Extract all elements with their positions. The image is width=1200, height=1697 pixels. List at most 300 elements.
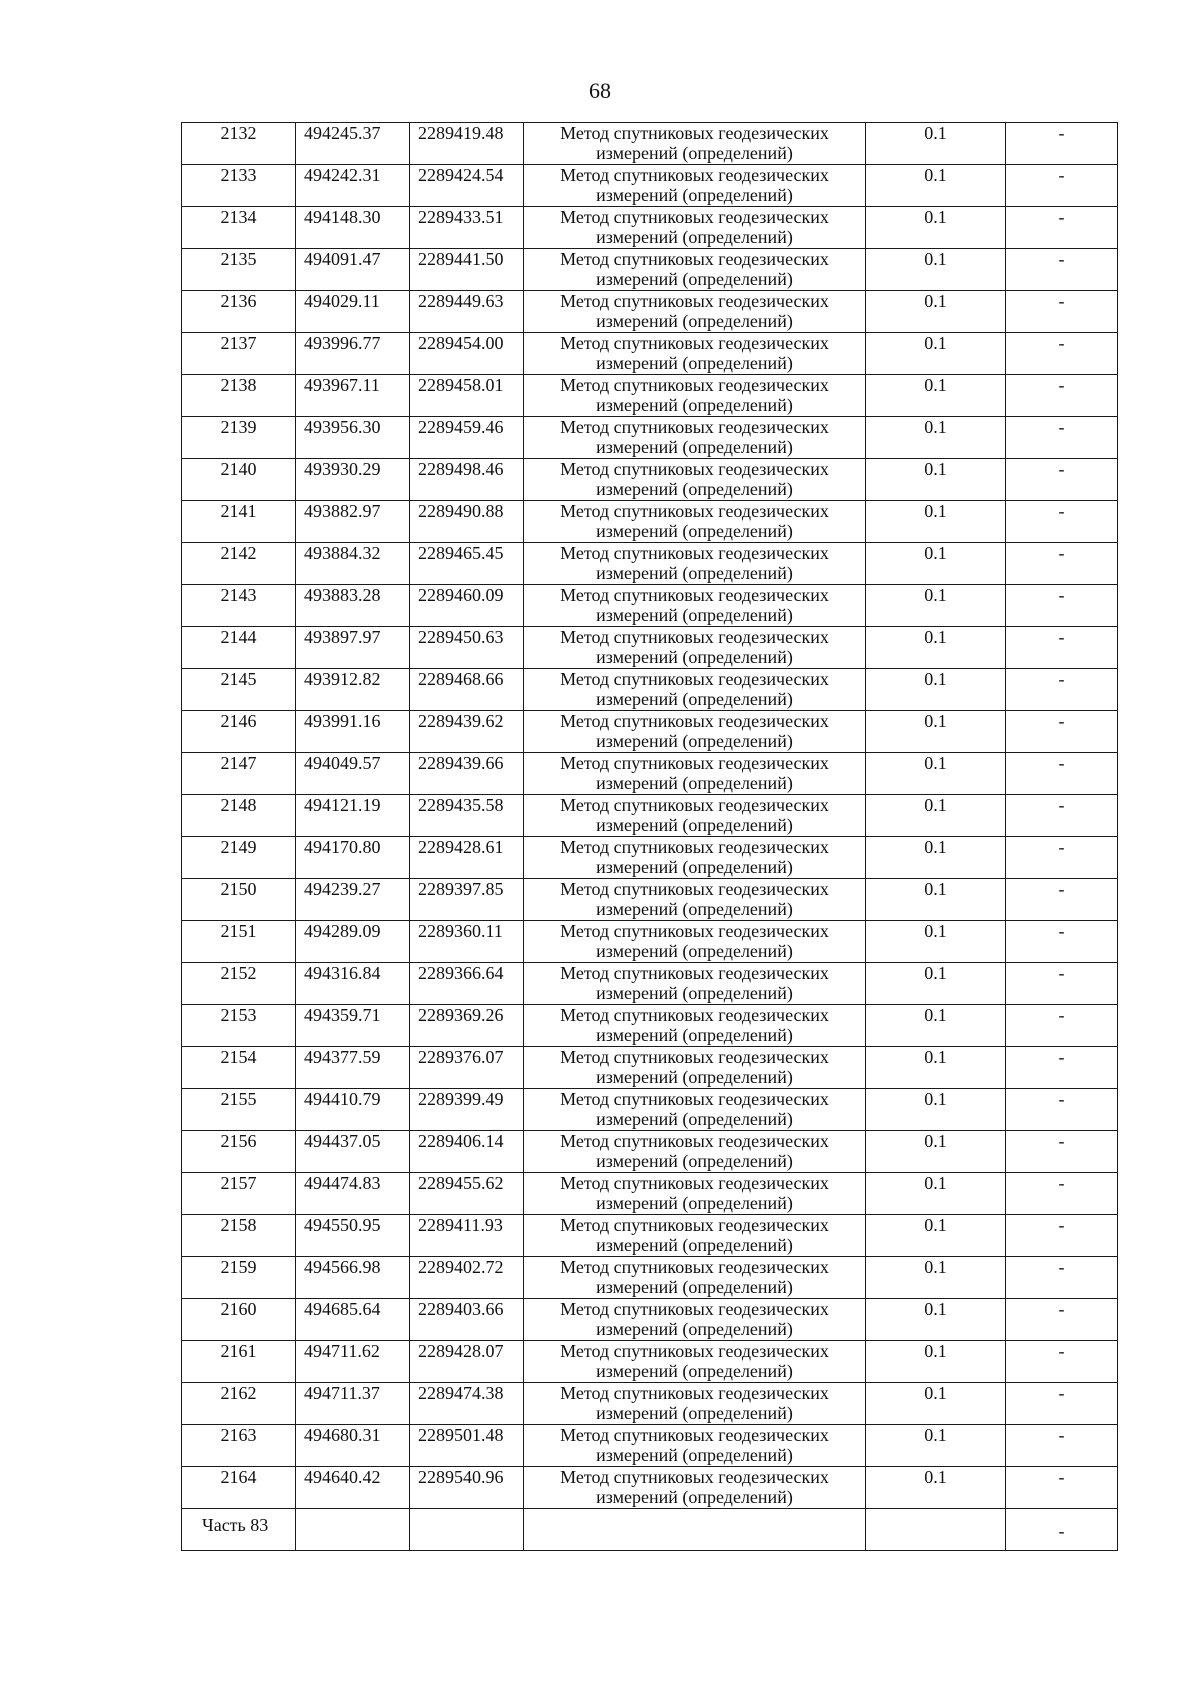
method-line-2: измерений (определений) xyxy=(596,353,793,373)
coordinate-x: 494711.37 xyxy=(296,1383,410,1425)
point-number: 2161 xyxy=(182,1341,296,1383)
accuracy-value: 0.1 xyxy=(866,921,1006,963)
method-line-1: Метод спутниковых геодезических xyxy=(560,543,829,563)
method-line-2: измерений (определений) xyxy=(596,647,793,667)
coordinate-y: 2289433.51 xyxy=(410,207,524,249)
method-cell xyxy=(524,1383,866,1425)
accuracy-value: 0.1 xyxy=(866,333,1006,375)
coordinate-x: 493930.29 xyxy=(296,459,410,501)
method-line-1: Метод спутниковых геодезических xyxy=(560,921,829,941)
method-line-2: измерений (определений) xyxy=(596,1151,793,1171)
coordinate-y: 2289419.48 xyxy=(410,123,524,165)
table-row xyxy=(182,837,1118,879)
method-line-1: Метод спутниковых геодезических xyxy=(560,837,829,857)
accuracy-value: 0.1 xyxy=(866,1131,1006,1173)
coordinate-x: 494148.30 xyxy=(296,207,410,249)
point-number: 2137 xyxy=(182,333,296,375)
description-dash: - xyxy=(1006,669,1118,711)
point-number: 2163 xyxy=(182,1425,296,1467)
description-dash: - xyxy=(1006,711,1118,753)
method-line-1: Метод спутниковых геодезических xyxy=(560,165,829,185)
description-dash: - xyxy=(1006,963,1118,1005)
method-line-2: измерений (определений) xyxy=(596,479,793,499)
point-number: 2157 xyxy=(182,1173,296,1215)
coordinate-y: 2289465.45 xyxy=(410,543,524,585)
description-dash: - xyxy=(1006,417,1118,459)
coordinate-y: 2289439.62 xyxy=(410,711,524,753)
table-row xyxy=(182,375,1118,417)
accuracy-value: 0.1 xyxy=(866,711,1006,753)
method-line-2: измерений (определений) xyxy=(596,857,793,877)
table-row xyxy=(182,1173,1118,1215)
coordinate-y: 2289459.46 xyxy=(410,417,524,459)
method-cell xyxy=(524,669,866,711)
coordinate-y: 2289460.09 xyxy=(410,585,524,627)
method-line-1: Метод спутниковых геодезических xyxy=(560,795,829,815)
method-line-2: измерений (определений) xyxy=(596,1235,793,1255)
method-line-2: измерений (определений) xyxy=(596,143,793,163)
description-dash: - xyxy=(1006,1047,1118,1089)
method-line-2: измерений (определений) xyxy=(596,1403,793,1423)
coordinate-y: 2289455.62 xyxy=(410,1173,524,1215)
coordinate-x: 494359.71 xyxy=(296,1005,410,1047)
point-number: 2156 xyxy=(182,1131,296,1173)
page-number: 68 xyxy=(589,78,611,103)
method-cell xyxy=(524,1215,866,1257)
method-line-2: измерений (определений) xyxy=(596,1487,793,1507)
method-cell xyxy=(524,333,866,375)
point-number: 2132 xyxy=(182,123,296,165)
method-line-2: измерений (определений) xyxy=(596,395,793,415)
table-row xyxy=(182,753,1118,795)
method-cell xyxy=(524,417,866,459)
accuracy-value: 0.1 xyxy=(866,543,1006,585)
coordinate-y: 2289439.66 xyxy=(410,753,524,795)
method-line-2: измерений (определений) xyxy=(596,731,793,751)
method-line-1: Метод спутниковых геодезических xyxy=(560,1257,829,1277)
table-row xyxy=(182,1215,1118,1257)
coordinate-x: 494685.64 xyxy=(296,1299,410,1341)
description-dash: - xyxy=(1006,459,1118,501)
coordinate-x: 494245.37 xyxy=(296,123,410,165)
table-row xyxy=(182,795,1118,837)
method-cell xyxy=(524,1089,866,1131)
method-line-2: измерений (определений) xyxy=(596,269,793,289)
accuracy-value: 0.1 xyxy=(866,669,1006,711)
description-dash: - xyxy=(1006,1383,1118,1425)
method-line-2: измерений (определений) xyxy=(596,1193,793,1213)
description-dash: - xyxy=(1006,921,1118,963)
description-dash: - xyxy=(1006,291,1118,333)
point-number: 2133 xyxy=(182,165,296,207)
accuracy-value: 0.1 xyxy=(866,1215,1006,1257)
method-cell xyxy=(524,585,866,627)
method-line-2: измерений (определений) xyxy=(596,311,793,331)
coordinate-y: 2289424.54 xyxy=(410,165,524,207)
coordinate-x: 494410.79 xyxy=(296,1089,410,1131)
method-line-2: измерений (определений) xyxy=(596,1277,793,1297)
description-dash: - xyxy=(1006,1467,1118,1509)
method-line-1: Метод спутниковых геодезических xyxy=(560,627,829,647)
method-cell xyxy=(524,291,866,333)
method-cell xyxy=(524,207,866,249)
method-line-1: Метод спутниковых геодезических xyxy=(560,1299,829,1319)
coordinate-y: 2289501.48 xyxy=(410,1425,524,1467)
method-line-1: Метод спутниковых геодезических xyxy=(560,291,829,311)
coordinate-y: 2289406.14 xyxy=(410,1131,524,1173)
coordinate-x: 493991.16 xyxy=(296,711,410,753)
coordinate-y: 2289360.11 xyxy=(410,921,524,963)
method-line-2: измерений (определений) xyxy=(596,1109,793,1129)
method-line-1: Метод спутниковых геодезических xyxy=(560,1341,829,1361)
accuracy-value: 0.1 xyxy=(866,837,1006,879)
method-line-1: Метод спутниковых геодезических xyxy=(560,585,829,605)
method-line-1: Метод спутниковых геодезических xyxy=(560,753,829,773)
method-cell xyxy=(524,375,866,417)
point-number: 2135 xyxy=(182,249,296,291)
method-line-1: Метод спутниковых геодезических xyxy=(560,1005,829,1025)
method-line-1: Метод спутниковых геодезических xyxy=(560,501,829,521)
coordinate-y: 2289376.07 xyxy=(410,1047,524,1089)
table-row xyxy=(182,1383,1118,1425)
coordinate-y: 2289428.07 xyxy=(410,1341,524,1383)
coordinate-y: 2289441.50 xyxy=(410,249,524,291)
coordinate-x: 494170.80 xyxy=(296,837,410,879)
table-row xyxy=(182,1425,1118,1467)
description-dash: - xyxy=(1006,543,1118,585)
coordinate-x: 494566.98 xyxy=(296,1257,410,1299)
coordinate-x: 493912.82 xyxy=(296,669,410,711)
method-cell xyxy=(524,711,866,753)
table-row xyxy=(182,1005,1118,1047)
description-dash: - xyxy=(1006,837,1118,879)
method-cell xyxy=(524,123,866,165)
method-line-1: Метод спутниковых геодезических xyxy=(560,333,829,353)
method-cell xyxy=(524,921,866,963)
accuracy-value: 0.1 xyxy=(866,1299,1006,1341)
accuracy-value: 0.1 xyxy=(866,1257,1006,1299)
table-row xyxy=(182,1131,1118,1173)
coordinates-table xyxy=(181,122,1118,1551)
method-line-2: измерений (определений) xyxy=(596,983,793,1003)
table-row xyxy=(182,1467,1118,1509)
description-dash: - xyxy=(1006,879,1118,921)
point-number: 2154 xyxy=(182,1047,296,1089)
table-row xyxy=(182,711,1118,753)
point-number: 2162 xyxy=(182,1383,296,1425)
method-cell xyxy=(524,1173,866,1215)
point-number: 2139 xyxy=(182,417,296,459)
method-line-1: Метод спутниковых геодезических xyxy=(560,249,829,269)
description-dash: - xyxy=(1006,1005,1118,1047)
accuracy-value: 0.1 xyxy=(866,165,1006,207)
method-cell xyxy=(524,879,866,921)
description-dash: - xyxy=(1006,501,1118,543)
table-row xyxy=(182,1257,1118,1299)
accuracy-value: 0.1 xyxy=(866,207,1006,249)
method-line-1: Метод спутниковых геодезических xyxy=(560,963,829,983)
table-row xyxy=(182,543,1118,585)
accuracy-value: 0.1 xyxy=(866,1383,1006,1425)
method-cell xyxy=(524,1131,866,1173)
method-line-2: измерений (определений) xyxy=(596,773,793,793)
point-number: 2145 xyxy=(182,669,296,711)
coordinate-x: 494289.09 xyxy=(296,921,410,963)
method-line-2: измерений (определений) xyxy=(596,227,793,247)
method-cell xyxy=(524,543,866,585)
method-line-1: Метод спутниковых геодезических xyxy=(560,711,829,731)
method-cell xyxy=(524,837,866,879)
coordinate-y: 2289540.96 xyxy=(410,1467,524,1509)
accuracy-value: 0.1 xyxy=(866,1089,1006,1131)
method-cell xyxy=(524,1005,866,1047)
accuracy-value: 0.1 xyxy=(866,627,1006,669)
method-line-2: измерений (определений) xyxy=(596,437,793,457)
coordinate-y: 2289366.64 xyxy=(410,963,524,1005)
table-row xyxy=(182,1047,1118,1089)
method-line-1: Метод спутниковых геодезических xyxy=(560,1047,829,1067)
method-cell xyxy=(524,501,866,543)
point-number: 2155 xyxy=(182,1089,296,1131)
empty-cell xyxy=(524,1509,866,1551)
method-line-2: измерений (определений) xyxy=(596,563,793,583)
description-dash: - xyxy=(1006,1341,1118,1383)
method-cell xyxy=(524,459,866,501)
coordinate-y: 2289435.58 xyxy=(410,795,524,837)
empty-cell xyxy=(866,1509,1006,1551)
coordinate-x: 494091.47 xyxy=(296,249,410,291)
empty-cell xyxy=(296,1509,410,1551)
coordinate-y: 2289411.93 xyxy=(410,1215,524,1257)
coordinate-y: 2289454.00 xyxy=(410,333,524,375)
method-line-1: Метод спутниковых геодезических xyxy=(560,1425,829,1445)
point-number: 2159 xyxy=(182,1257,296,1299)
accuracy-value: 0.1 xyxy=(866,753,1006,795)
method-line-2: измерений (определений) xyxy=(596,1445,793,1465)
point-number: 2164 xyxy=(182,1467,296,1509)
coordinate-y: 2289458.01 xyxy=(410,375,524,417)
method-line-2: измерений (определений) xyxy=(596,1025,793,1045)
method-line-1: Метод спутниковых геодезических xyxy=(560,1467,829,1487)
method-cell xyxy=(524,1341,866,1383)
method-line-1: Метод спутниковых геодезических xyxy=(560,375,829,395)
description-dash: - xyxy=(1006,375,1118,417)
description-dash: - xyxy=(1006,627,1118,669)
coordinate-x: 494711.62 xyxy=(296,1341,410,1383)
description-dash: - xyxy=(1006,1299,1118,1341)
method-line-1: Метод спутниковых геодезических xyxy=(560,459,829,479)
point-number: 2147 xyxy=(182,753,296,795)
coordinate-x: 494474.83 xyxy=(296,1173,410,1215)
method-cell xyxy=(524,249,866,291)
method-cell xyxy=(524,1047,866,1089)
coordinate-y: 2289428.61 xyxy=(410,837,524,879)
coordinate-x: 494680.31 xyxy=(296,1425,410,1467)
method-cell xyxy=(524,795,866,837)
coordinate-y: 2289490.88 xyxy=(410,501,524,543)
point-number: 2153 xyxy=(182,1005,296,1047)
method-cell xyxy=(524,963,866,1005)
accuracy-value: 0.1 xyxy=(866,795,1006,837)
point-number: 2149 xyxy=(182,837,296,879)
table-row xyxy=(182,1299,1118,1341)
coordinate-x: 494550.95 xyxy=(296,1215,410,1257)
accuracy-value: 0.1 xyxy=(866,585,1006,627)
coordinate-x: 494121.19 xyxy=(296,795,410,837)
table-row xyxy=(182,879,1118,921)
table-row xyxy=(182,501,1118,543)
table-row xyxy=(182,669,1118,711)
description-dash: - xyxy=(1006,207,1118,249)
table-row xyxy=(182,459,1118,501)
coordinate-y: 2289498.46 xyxy=(410,459,524,501)
method-cell xyxy=(524,1257,866,1299)
method-line-1: Метод спутниковых геодезических xyxy=(560,1089,829,1109)
method-line-1: Метод спутниковых геодезических xyxy=(560,123,829,143)
coordinate-x: 494029.11 xyxy=(296,291,410,333)
coordinate-x: 493883.28 xyxy=(296,585,410,627)
accuracy-value: 0.1 xyxy=(866,879,1006,921)
accuracy-value: 0.1 xyxy=(866,1005,1006,1047)
method-line-1: Метод спутниковых геодезических xyxy=(560,879,829,899)
coordinate-x: 493967.11 xyxy=(296,375,410,417)
point-number: 2138 xyxy=(182,375,296,417)
coordinates-table-body xyxy=(182,123,1118,1509)
method-line-1: Метод спутниковых геодезических xyxy=(560,1131,829,1151)
point-number: 2158 xyxy=(182,1215,296,1257)
accuracy-value: 0.1 xyxy=(866,1467,1006,1509)
coordinate-x: 494239.27 xyxy=(296,879,410,921)
method-cell xyxy=(524,1299,866,1341)
point-number: 2146 xyxy=(182,711,296,753)
method-line-1: Метод спутниковых геодезических xyxy=(560,1383,829,1403)
accuracy-value: 0.1 xyxy=(866,963,1006,1005)
coordinate-y: 2289402.72 xyxy=(410,1257,524,1299)
method-line-2: измерений (определений) xyxy=(596,899,793,919)
description-dash: - xyxy=(1006,585,1118,627)
method-line-1: Метод спутниковых геодезических xyxy=(560,207,829,227)
coordinate-x: 494049.57 xyxy=(296,753,410,795)
coordinate-x: 494242.31 xyxy=(296,165,410,207)
point-number: 2140 xyxy=(182,459,296,501)
point-number: 2151 xyxy=(182,921,296,963)
method-line-2: измерений (определений) xyxy=(596,185,793,205)
description-dash: - xyxy=(1006,753,1118,795)
table-row xyxy=(182,585,1118,627)
coordinate-x: 493882.97 xyxy=(296,501,410,543)
description-dash: - xyxy=(1006,1425,1118,1467)
method-cell xyxy=(524,1467,866,1509)
point-number: 2142 xyxy=(182,543,296,585)
method-cell xyxy=(524,627,866,669)
table-row xyxy=(182,1089,1118,1131)
table-row xyxy=(182,165,1118,207)
coordinate-y: 2289449.63 xyxy=(410,291,524,333)
accuracy-value: 0.1 xyxy=(866,459,1006,501)
part-footer-row xyxy=(182,1509,1118,1551)
point-number: 2144 xyxy=(182,627,296,669)
coordinate-x: 494437.05 xyxy=(296,1131,410,1173)
point-number: 2150 xyxy=(182,879,296,921)
method-line-1: Метод спутниковых геодезических xyxy=(560,669,829,689)
coordinate-y: 2289399.49 xyxy=(410,1089,524,1131)
accuracy-value: 0.1 xyxy=(866,249,1006,291)
coordinate-x: 493956.30 xyxy=(296,417,410,459)
coordinate-x: 494640.42 xyxy=(296,1467,410,1509)
description-dash: - xyxy=(1006,1215,1118,1257)
coordinate-x: 493996.77 xyxy=(296,333,410,375)
method-cell xyxy=(524,753,866,795)
point-number: 2134 xyxy=(182,207,296,249)
description-dash: - xyxy=(1006,1173,1118,1215)
coordinate-y: 2289468.66 xyxy=(410,669,524,711)
table-row xyxy=(182,207,1118,249)
table-row xyxy=(182,249,1118,291)
point-number: 2136 xyxy=(182,291,296,333)
accuracy-value: 0.1 xyxy=(866,291,1006,333)
part-label: Часть 83 xyxy=(182,1509,296,1551)
method-line-1: Метод спутниковых геодезических xyxy=(560,417,829,437)
accuracy-value: 0.1 xyxy=(866,501,1006,543)
point-number: 2148 xyxy=(182,795,296,837)
description-dash: - xyxy=(1006,795,1118,837)
point-number: 2160 xyxy=(182,1299,296,1341)
method-line-2: измерений (определений) xyxy=(596,605,793,625)
coordinate-y: 2289397.85 xyxy=(410,879,524,921)
method-line-2: измерений (определений) xyxy=(596,1067,793,1087)
accuracy-value: 0.1 xyxy=(866,1047,1006,1089)
description-dash: - xyxy=(1006,1257,1118,1299)
description-dash: - xyxy=(1006,1089,1118,1131)
accuracy-value: 0.1 xyxy=(866,123,1006,165)
accuracy-value: 0.1 xyxy=(866,375,1006,417)
part-dash: - xyxy=(1006,1509,1118,1551)
table-row xyxy=(182,627,1118,669)
description-dash: - xyxy=(1006,165,1118,207)
description-dash: - xyxy=(1006,333,1118,375)
point-number: 2143 xyxy=(182,585,296,627)
coordinate-x: 493884.32 xyxy=(296,543,410,585)
description-dash: - xyxy=(1006,1131,1118,1173)
table-row xyxy=(182,333,1118,375)
method-line-2: измерений (определений) xyxy=(596,1361,793,1381)
description-dash: - xyxy=(1006,123,1118,165)
coordinate-x: 494316.84 xyxy=(296,963,410,1005)
method-line-2: измерений (определений) xyxy=(596,521,793,541)
coordinate-y: 2289403.66 xyxy=(410,1299,524,1341)
method-line-2: измерений (определений) xyxy=(596,815,793,835)
point-number: 2152 xyxy=(182,963,296,1005)
table-row xyxy=(182,291,1118,333)
accuracy-value: 0.1 xyxy=(866,1425,1006,1467)
table-row xyxy=(182,1341,1118,1383)
table-row xyxy=(182,417,1118,459)
table-row xyxy=(182,921,1118,963)
accuracy-value: 0.1 xyxy=(866,1173,1006,1215)
table-row xyxy=(182,963,1118,1005)
method-line-2: измерений (определений) xyxy=(596,941,793,961)
point-number: 2141 xyxy=(182,501,296,543)
method-cell xyxy=(524,165,866,207)
description-dash: - xyxy=(1006,249,1118,291)
coordinate-y: 2289474.38 xyxy=(410,1383,524,1425)
method-line-2: измерений (определений) xyxy=(596,1319,793,1339)
empty-cell xyxy=(410,1509,524,1551)
coordinate-y: 2289450.63 xyxy=(410,627,524,669)
accuracy-value: 0.1 xyxy=(866,417,1006,459)
method-line-2: измерений (определений) xyxy=(596,689,793,709)
coordinate-y: 2289369.26 xyxy=(410,1005,524,1047)
